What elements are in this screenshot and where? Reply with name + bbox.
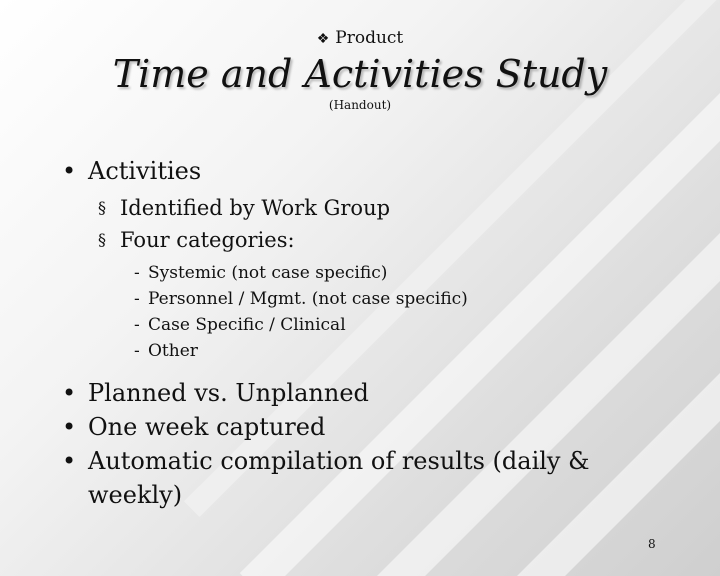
category-item xyxy=(60,286,680,312)
slide-title: Time and Activities Study xyxy=(112,52,608,96)
list-item-text: weekly) xyxy=(88,481,183,509)
dash-bullet-icon: - xyxy=(134,341,140,361)
slide-subtitle: (Handout) xyxy=(328,98,392,112)
round-bullet-icon: • xyxy=(62,157,77,185)
square-bullet-icon: § xyxy=(98,198,106,217)
category-item xyxy=(60,260,680,286)
list-item xyxy=(60,376,680,410)
category-item xyxy=(60,312,680,338)
square-bullet-icon: § xyxy=(98,230,106,249)
list-item-text: Planned vs. Unplanned xyxy=(88,379,369,407)
sub-list-item-text: Four categories: xyxy=(120,228,295,252)
dash-bullet-icon: - xyxy=(134,289,140,309)
slide-kicker xyxy=(0,28,720,48)
category-item-text: Other xyxy=(148,341,198,361)
dash-bullet-icon: - xyxy=(134,263,140,283)
list-item-continuation xyxy=(60,478,680,512)
list-item xyxy=(60,154,680,188)
kicker-text: Product xyxy=(335,28,404,48)
sub-list-item xyxy=(60,224,680,256)
list-item xyxy=(60,410,680,444)
list-item-text: Activities xyxy=(88,157,202,185)
list-item-text: One week captured xyxy=(88,413,326,441)
page-number: 8 xyxy=(648,537,656,551)
category-item xyxy=(60,338,680,364)
category-item-text: Case Specific / Clinical xyxy=(148,315,346,335)
dash-bullet-icon: - xyxy=(134,315,140,335)
round-bullet-icon: • xyxy=(62,379,77,407)
category-item-text: Systemic (not case specific) xyxy=(148,263,388,283)
list-item xyxy=(60,444,680,478)
sub-list-item xyxy=(60,192,680,224)
sub-list-item-text: Identified by Work Group xyxy=(120,196,391,220)
round-bullet-icon: • xyxy=(62,413,77,441)
list-item-text: Automatic compilation of results (daily & xyxy=(88,447,590,475)
category-item-text: Personnel / Mgmt. (not case specific) xyxy=(148,289,468,309)
diamond-bullet-icon: ❖ xyxy=(316,31,330,47)
round-bullet-icon: • xyxy=(62,447,77,475)
bullet-list xyxy=(60,154,680,512)
